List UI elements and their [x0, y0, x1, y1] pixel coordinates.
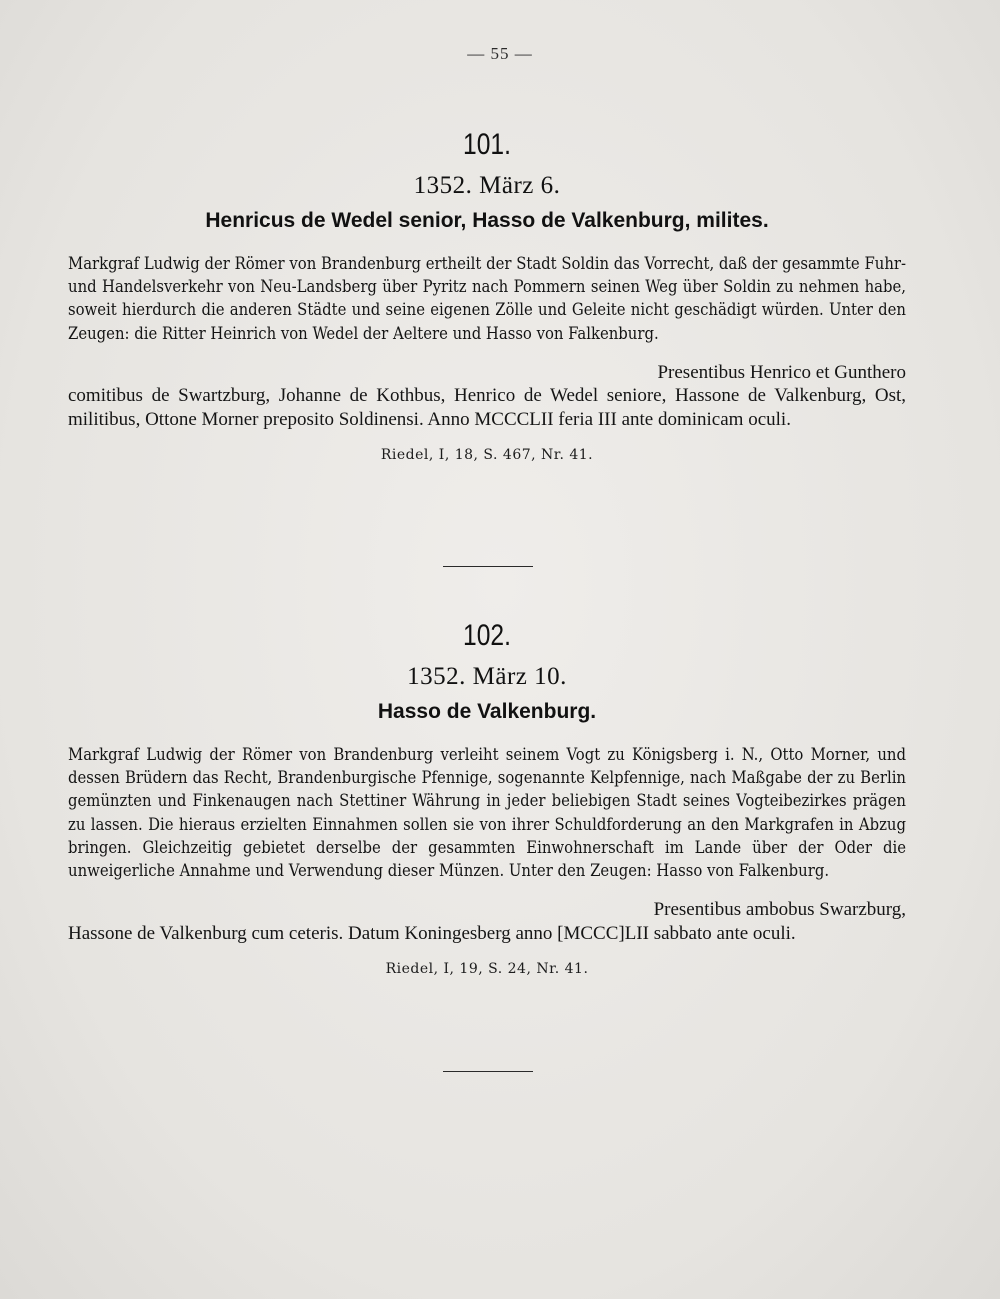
entry-title: Henricus de Wedel senior, Hasso de Valkenburg, milites.	[205, 209, 769, 232]
latin-body: comitibus de Swartzburg, Johanne de Kothbus, Henrico de Wedel seniore, Hassone de Valkenburg, Ost, militibus, Ottone Morner preposito Soldinensi. Anno MCCCLII feria III ante dominicam oculi.	[68, 385, 906, 430]
entry-date: 1352. März 10.	[407, 663, 567, 690]
section-divider	[443, 566, 533, 567]
latin-first-line: Presentibus ambobus Swarzburg,	[653, 899, 906, 921]
latin-body: Hassone de Valkenburg cum ceteris. Datum Koningesberg anno [MCCC]LII sabbato ante oculi.	[68, 922, 796, 944]
entry-source: Riedel, I, 18, S. 467, Nr. 41.	[380, 447, 594, 464]
entry-regest: Markgraf Ludwig der Römer von Brandenburg verleiht seinem Vogt zu Königsberg i. N., Otto Morner, und dessen Brüdern das Recht, Brandenburgische Pfennige, sogenannte Kelpfennige, nach Maßgabe der zu Berlin gemünzten und Finkenaugen nach Stettiner Währung in jeder beliebigen Stadt seines Vogteibezirkes prägen zu lassen. Die hieraus erzielten Einnahmen sollen sie von ihrer Schuldforderung an den Markgrafen in Abzug bringen. Gleichzeitig gebietet derselbe der gesammten Einwohnerschaft im Lande über der Oder die unweigerliche Annahme und Verwendung dieser Münzen. Unter den Zeugen: Hasso von Falkenburg.	[68, 745, 906, 881]
entry-latin-text	[68, 898, 906, 945]
entry-number: 102.	[463, 619, 511, 652]
entry-regest: Markgraf Ludwig der Römer von Brandenburg ertheilt der Stadt Soldin das Vorrecht, daß der gesammte Fuhr- und Handelsverkehr von Neu-Landsberg über Pyritz nach Pommern seinen Weg über Soldin zu nehmen habe, soweit hierdurch die anderen Städte und seine eigenen Zölle und Geleite nicht geschädigt würden. Unter den Zeugen: die Ritter Heinrich von Wedel der Aeltere und Hasso von Falkenburg.	[68, 254, 906, 343]
entry-latin-text	[68, 361, 906, 432]
entry-101	[68, 127, 906, 465]
latin-first-line: Presentibus Henrico et Gunthero	[657, 361, 906, 383]
entry-number: 101.	[463, 128, 511, 161]
entry-date: 1352. März 6.	[413, 172, 561, 199]
section-divider	[443, 1071, 533, 1072]
entry-source: Riedel, I, 19, S. 24, Nr. 41.	[385, 961, 589, 978]
entry-102	[68, 618, 906, 979]
entry-title: Hasso de Valkenburg.	[377, 700, 597, 723]
page-number: — 55 —	[467, 44, 533, 63]
